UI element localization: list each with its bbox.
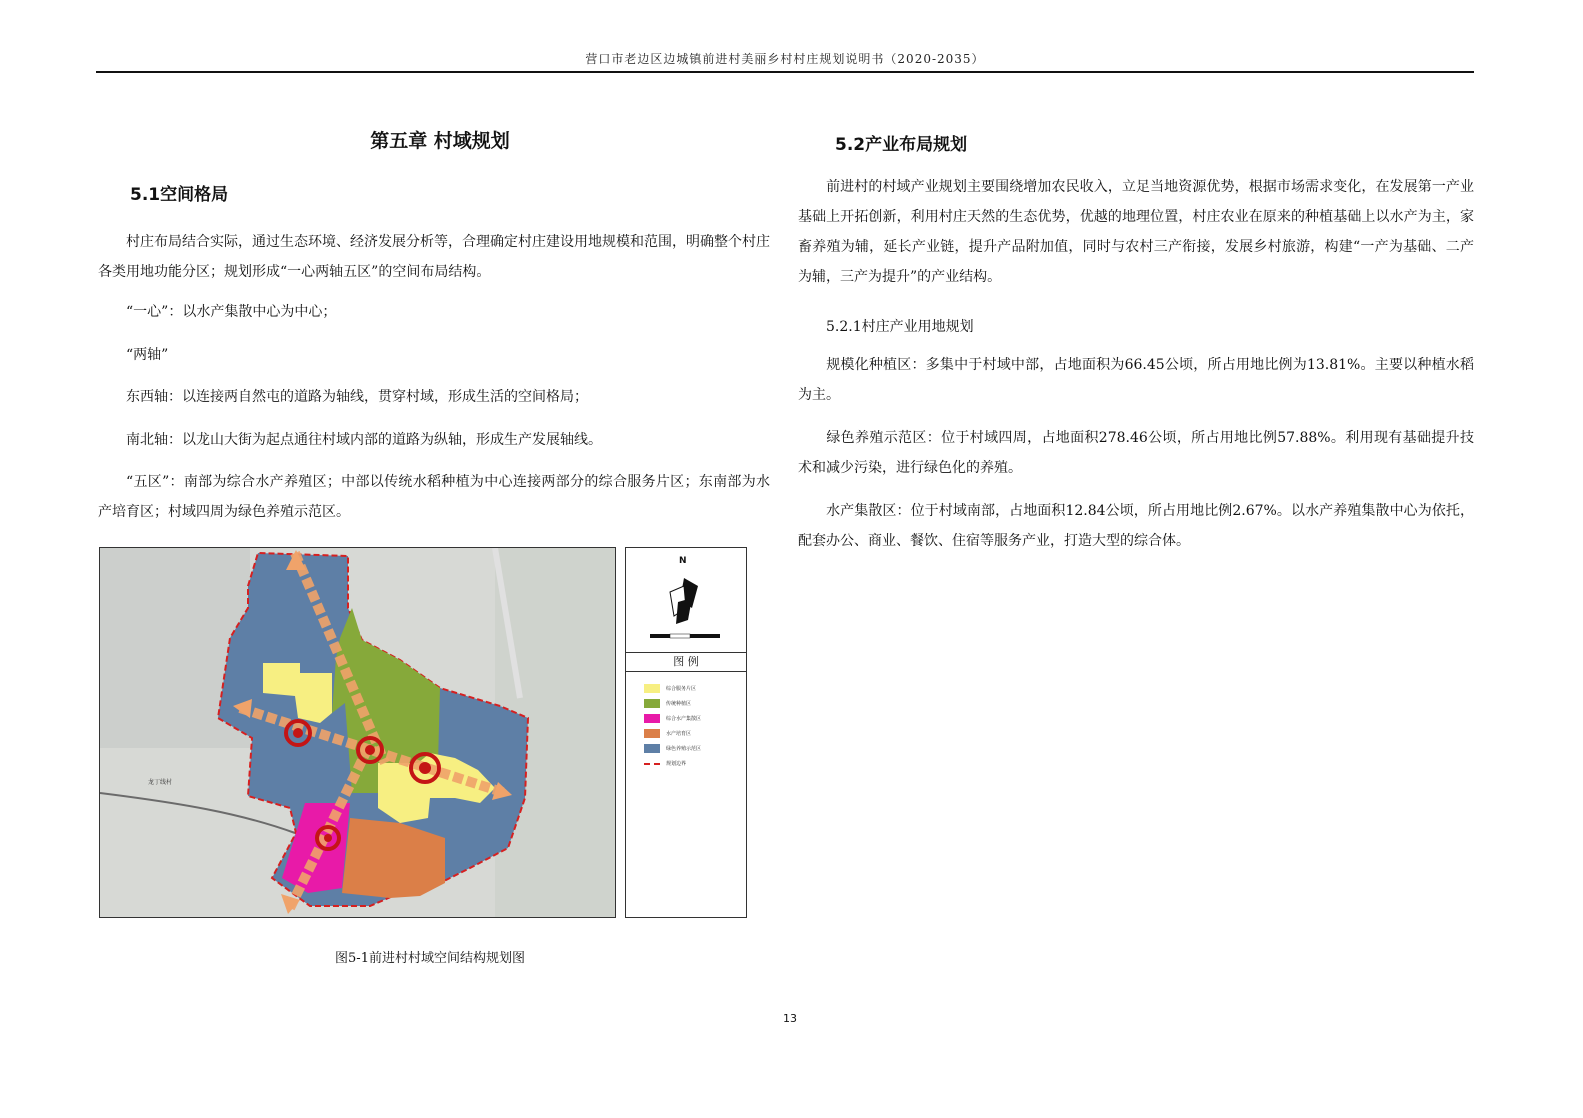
paragraph	[98, 297, 770, 327]
legend-swatch	[644, 684, 660, 693]
paragraph	[98, 340, 770, 370]
legend-item	[644, 760, 686, 767]
paragraph-text: “五区”：南部为综合水产养殖区；中部以传统水稻种植为中心连接两部分的综合服务片区；东南部为水产培育区；村域四周为绿色养殖示范区。	[98, 474, 770, 520]
paragraph	[98, 227, 770, 287]
paragraph-text: “两轴”	[126, 347, 169, 363]
paragraph-text: 前进村的村域产业规划主要围绕增加农民收入，立足当地资源优势，根据市场需求变化，在发展第一产业基础上开拓创新，利用村庄天然的生态优势，优越的地理位置，村庄农业在原来的种植基础上以水产为主，家畜养殖为辅，延长产业链，提升产品附加值，同时与农村三产衔接，发展乡村旅游，构建“一产为基础、二产为辅，三产为提升”的产业结构。	[798, 179, 1474, 285]
figure-caption: 图5-1前进村村域空间结构规划图	[335, 951, 525, 966]
running-header: 营口市老边区边城镇前进村美丽乡村村庄规划说明书（2020-2035）	[585, 52, 985, 66]
legend-item	[644, 744, 701, 753]
legend-label: 传统种植区	[666, 701, 692, 707]
legend-item	[644, 684, 696, 693]
header-rule	[96, 71, 1474, 73]
legend-label: 水产培育区	[666, 731, 692, 737]
paragraph	[98, 425, 770, 455]
spatial-structure-map	[99, 547, 616, 918]
legend-boundary-line	[644, 763, 660, 765]
paragraph-text: 规模化种植区：多集中于村域中部，占地面积为66.45公顷，所占用地比例为13.81%。主要以种植水稻为主。	[798, 357, 1474, 403]
paragraph-text: 南北轴：以龙山大街为起点通往村域内部的道路为纵轴，形成生产发展轴线。	[126, 432, 602, 448]
subheading: 5.2.1村庄产业用地规划	[826, 319, 974, 335]
paragraph-text: 东西轴：以连接两自然屯的道路为轴线，贯穿村域，形成生活的空间格局；	[126, 389, 588, 405]
legend-label: 综合水产集散区	[666, 716, 702, 722]
legend-label: 规划边界	[666, 761, 687, 767]
north-label: N	[679, 556, 687, 566]
legend-title: 图 例	[626, 652, 746, 672]
legend-label: 绿色养殖示范区	[666, 746, 702, 752]
legend-swatch	[644, 729, 660, 738]
map-legend	[625, 547, 747, 918]
legend-item	[644, 699, 691, 708]
map-drawing	[100, 548, 615, 917]
paragraph	[798, 350, 1474, 410]
legend-label: 综合服务片区	[666, 686, 697, 692]
north-arrow-icon	[626, 548, 746, 648]
page-number: 13	[783, 1012, 797, 1025]
paragraph	[98, 382, 770, 412]
legend-item	[644, 714, 701, 723]
chapter-title: 第五章 村域规划	[370, 130, 510, 152]
legend-swatch	[644, 699, 660, 708]
legend-item	[644, 729, 691, 738]
legend-swatch	[644, 714, 660, 723]
paragraph-text: 水产集散区：位于村域南部，占地面积12.84公顷，所占用地比例2.67%。以水产养殖集散中心为依托，配套办公、商业、餐饮、住宿等服务产业，打造大型的综合体。	[798, 503, 1474, 549]
paragraph-text: 绿色养殖示范区：位于村域四周，占地面积278.46公顷，所占用地比例57.88%。利用现有基础提升技术和减少污染，进行绿色化的养殖。	[798, 430, 1474, 476]
scale-bar	[650, 634, 670, 638]
section-title-5-2: 5.2产业布局规划	[835, 135, 968, 155]
paragraph-text: 村庄布局结合实际，通过生态环境、经济发展分析等，合理确定村庄建设用地规模和范围，明确整个村庄各类用地功能分区；规划形成“一心两轴五区”的空间布局结构。	[98, 234, 770, 280]
paragraph	[798, 172, 1474, 292]
paragraph	[798, 496, 1474, 556]
legend-swatch	[644, 744, 660, 753]
paragraph	[98, 467, 770, 527]
paragraph-text: “一心”：以水产集散中心为中心；	[126, 304, 337, 320]
road-label: 龙丁线村	[148, 779, 173, 786]
paragraph	[798, 423, 1474, 483]
section-title-5-1: 5.1空间格局	[130, 185, 229, 205]
